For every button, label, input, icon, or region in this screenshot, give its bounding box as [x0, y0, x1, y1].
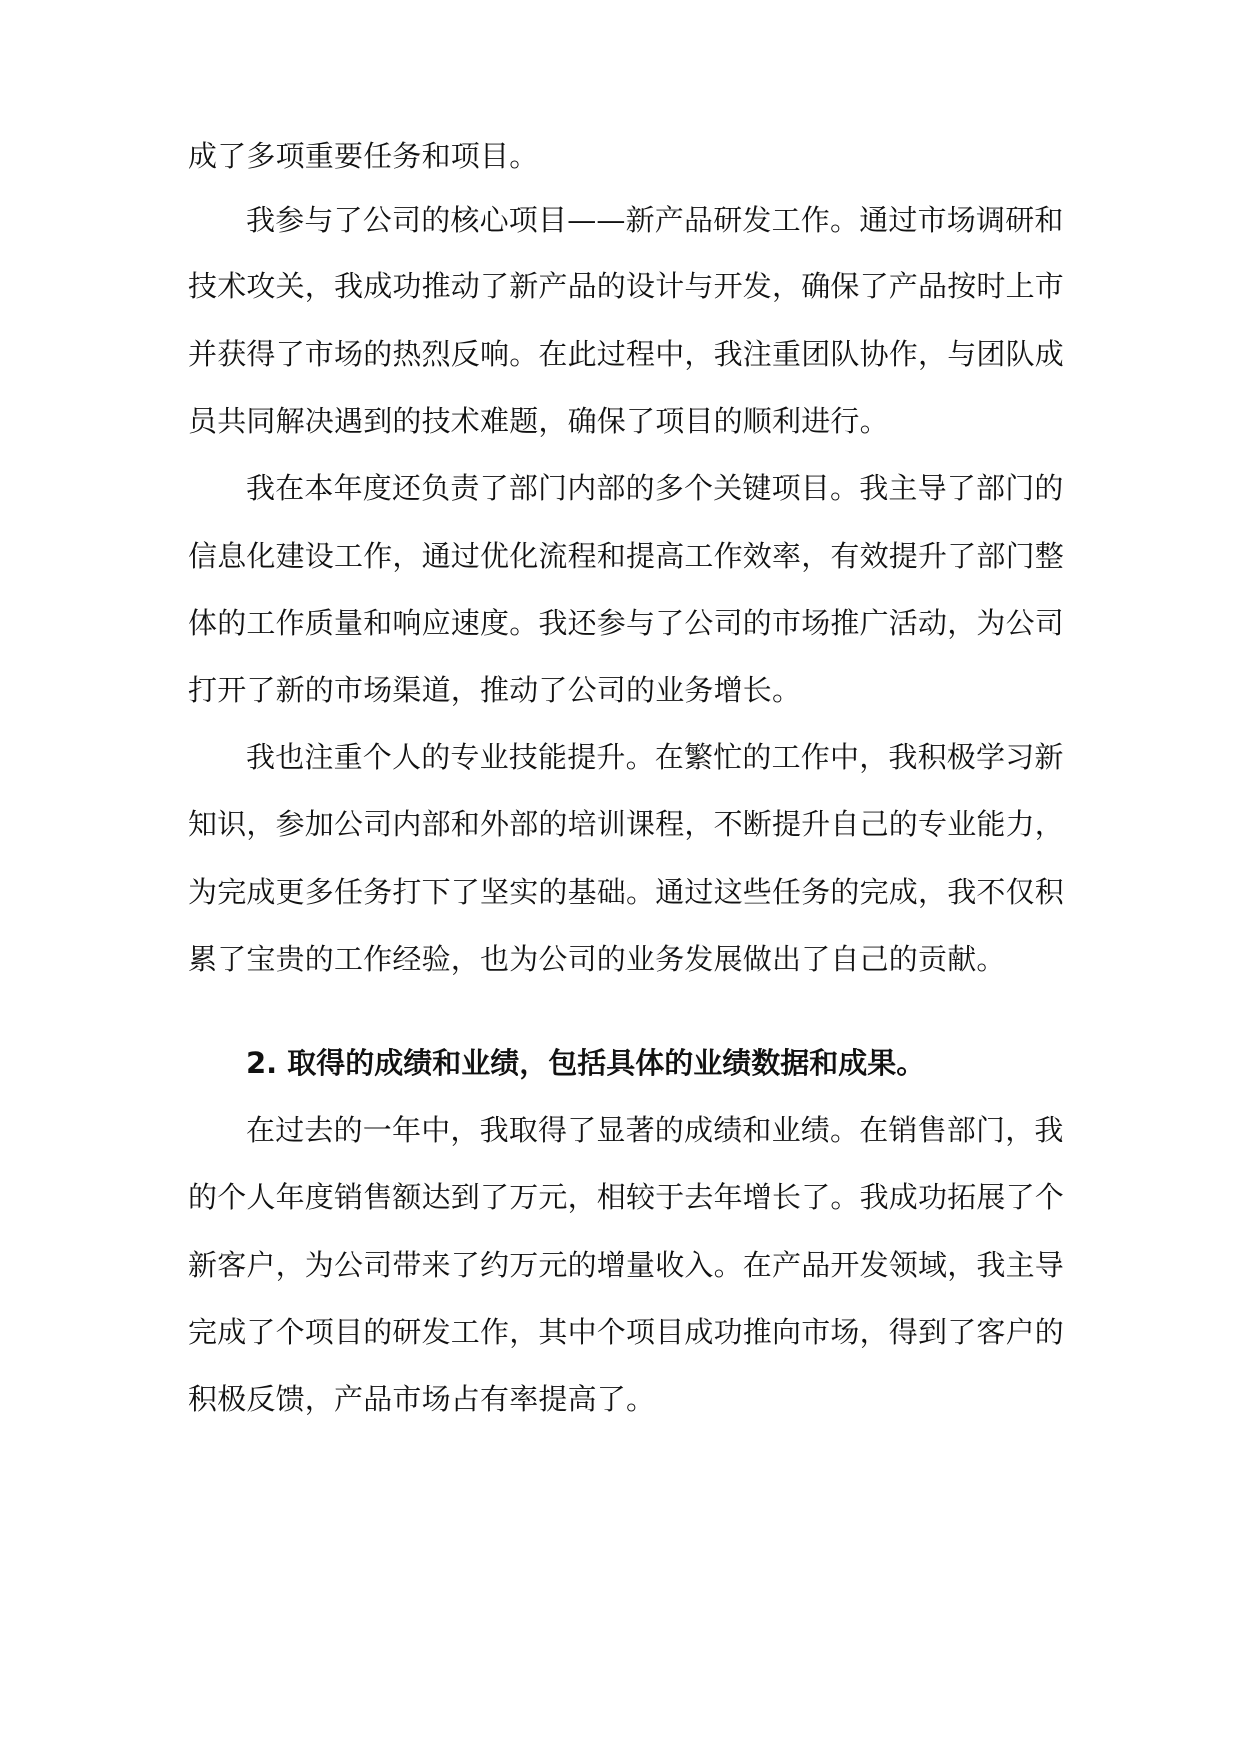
text-line: 我参与了公司的核心项目——新产品研发工作。通过市场调研和: [246, 203, 1064, 237]
text-line: 技术攻关，我成功推动了新产品的设计与开发，确保了产品按时上市: [188, 269, 1065, 303]
text-line: 完成了个项目的研发工作，其中个项目成功推向市场，得到了客户的: [188, 1315, 1065, 1349]
text-line: 打开了新的市场渠道，推动了公司的业务增长。: [188, 673, 802, 707]
text-line: 成了多项重要任务和项目。: [188, 139, 539, 173]
text-line: 积极反馈，产品市场占有率提高了。: [188, 1382, 656, 1416]
text-line: 新客户，为公司带来了约万元的增量收入。在产品开发领域，我主导: [188, 1248, 1065, 1282]
text-line: 体的工作质量和响应速度。我还参与了公司的市场推广活动，为公司: [188, 606, 1065, 640]
text-line: 我也注重个人的专业技能提升。在繁忙的工作中，我积极学习新: [246, 740, 1064, 774]
section-heading: 2. 取得的成绩和业绩，包括具体的业绩数据和成果。: [246, 1046, 926, 1080]
text-line: 知识，参加公司内部和外部的培训课程，不断提升自己的专业能力，: [188, 807, 1065, 841]
text-line: 我在本年度还负责了部门内部的多个关键项目。我主导了部门的: [246, 471, 1064, 505]
text-line: 的个人年度销售额达到了万元，相较于去年增长了。我成功拓展了个: [188, 1180, 1065, 1214]
text-line: 累了宝贵的工作经验，也为公司的业务发展做出了自己的贡献。: [188, 942, 1006, 976]
text-line: 为完成更多任务打下了坚实的基础。通过这些任务的完成，我不仅积: [188, 875, 1065, 909]
text-line: 并获得了市场的热烈反响。在此过程中，我注重团队协作，与团队成: [188, 337, 1065, 371]
text-line: 在过去的一年中，我取得了显著的成绩和业绩。在销售部门，我: [246, 1113, 1064, 1147]
text-line: 信息化建设工作，通过优化流程和提高工作效率，有效提升了部门整: [188, 539, 1065, 573]
text-line: 员共同解决遇到的技术难题，确保了项目的顺利进行。: [188, 404, 889, 438]
